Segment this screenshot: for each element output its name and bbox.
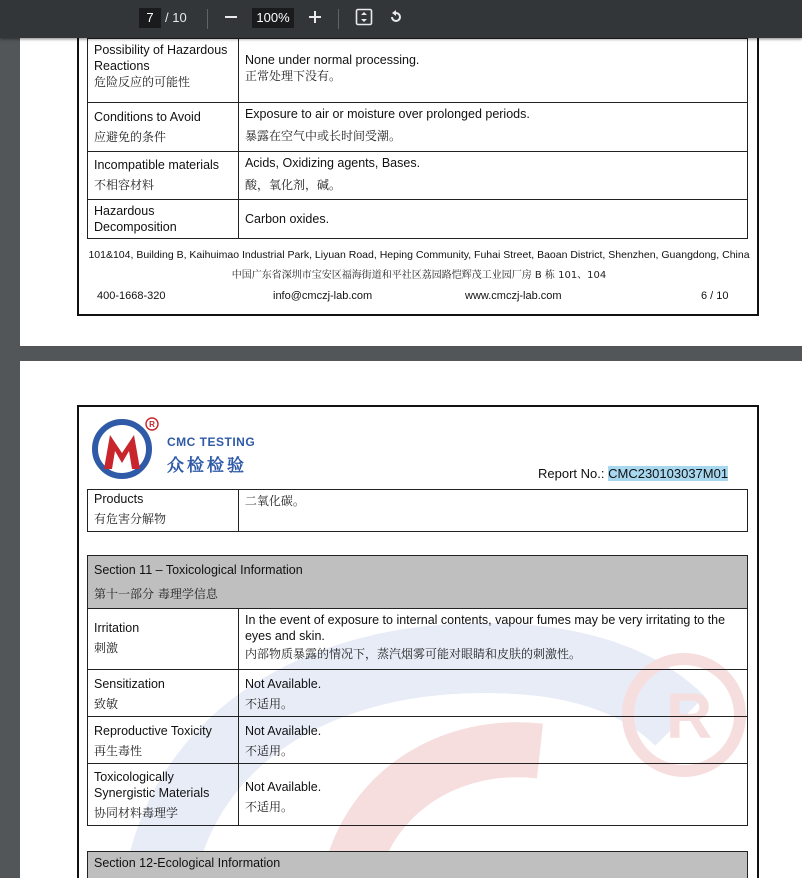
footer-phone: 400-1668-320 bbox=[97, 290, 166, 302]
row-value-en: Not Available. bbox=[244, 677, 322, 691]
table-row bbox=[88, 39, 748, 103]
row-value-en: Exposure to air or moisture over prolonged periods. bbox=[244, 107, 530, 121]
row-label-zh: 刺激 bbox=[94, 641, 119, 655]
row-label-en: Reproductive Toxicity bbox=[94, 724, 212, 738]
toolbar-divider bbox=[207, 9, 208, 29]
row-value-en: Carbon oxides. bbox=[244, 212, 330, 226]
page-total: / 10 bbox=[165, 10, 187, 25]
report-number-value[interactable]: CMC230103037M01 bbox=[608, 466, 729, 481]
row-value-zh: 二氧化碳。 bbox=[244, 494, 305, 508]
footer-page-number: 6 / 10 bbox=[701, 290, 729, 302]
row-label-en: Products bbox=[94, 492, 144, 506]
row-label-en: Hazardous Decomposition bbox=[94, 204, 177, 234]
table-row bbox=[88, 200, 748, 239]
row-label-en: Incompatible materials bbox=[94, 158, 220, 172]
pdf-toolbar bbox=[0, 0, 802, 38]
zoom-level-input[interactable]: 100% bbox=[252, 8, 294, 28]
row-label-zh: 有危害分解物 bbox=[94, 512, 167, 526]
report-number-label: Report No.: bbox=[538, 466, 605, 481]
row-value-en: In the event of exposure to internal contents, vapour fumes may be very irritating to the eyes and skin. bbox=[244, 613, 726, 643]
toolbar-divider bbox=[338, 9, 339, 29]
section-11-title-zh: 第十一部分 毒理学信息 bbox=[94, 587, 218, 601]
page-number-input[interactable]: 7 bbox=[139, 8, 161, 28]
row-value-zh: 不适用。 bbox=[244, 744, 293, 758]
footer-address-zh: 中国广东省深圳市宝安区福海街道和平社区荔园路恺辉茂工业园厂房 B 栋 101、104 bbox=[231, 270, 607, 281]
stability-table bbox=[87, 38, 748, 239]
zoom-in-icon[interactable] bbox=[305, 8, 325, 28]
row-value-zh: 酸，氧化剂，碱。 bbox=[244, 178, 341, 192]
svg-text:R: R bbox=[149, 420, 155, 429]
row-label-zh: 危险反应的可能性 bbox=[94, 75, 191, 89]
row-label-en: Toxicologically Synergistic Materials bbox=[94, 770, 210, 800]
table-row bbox=[88, 717, 748, 764]
row-label-en: Irritation bbox=[94, 621, 140, 635]
row-label-en: Possibility of Hazardous Reactions bbox=[94, 43, 228, 73]
rotate-icon[interactable] bbox=[386, 8, 406, 28]
row-value-zh: 内部物质暴露的情况下，蒸汽烟雾可能对眼睛和皮肤的刺激性。 bbox=[244, 647, 581, 661]
row-label-zh: 致敏 bbox=[94, 697, 119, 711]
footer-website: www.cmczj-lab.com bbox=[465, 290, 562, 302]
logo-text-en: CMC TESTING bbox=[167, 435, 256, 449]
table-row bbox=[88, 609, 748, 670]
row-value-en: Acids, Oxidizing agents, Bases. bbox=[244, 156, 421, 170]
table-row bbox=[88, 152, 748, 200]
table-row bbox=[88, 103, 748, 152]
table-row bbox=[88, 670, 748, 717]
row-value-zh: 暴露在空气中或长时间受潮。 bbox=[244, 129, 401, 143]
row-label-en: Sensitization bbox=[94, 677, 165, 691]
row-value-zh: 不适用。 bbox=[244, 697, 293, 711]
row-value-zh: 正常处理下没有。 bbox=[244, 69, 341, 83]
section-12-title-en: Section 12-Ecological Information bbox=[94, 856, 281, 870]
fit-page-icon[interactable] bbox=[354, 8, 374, 28]
pdf-page-7 bbox=[20, 361, 802, 878]
watermark-registered-icon: R bbox=[666, 680, 713, 752]
logo-text-zh: 众检检验 bbox=[167, 456, 247, 476]
toxicology-table bbox=[87, 555, 748, 826]
row-value-en: Not Available. bbox=[244, 780, 322, 794]
cmc-logo-icon bbox=[90, 413, 162, 479]
section-header-row bbox=[88, 556, 748, 609]
row-label-zh: 不相容材料 bbox=[94, 178, 155, 192]
row-value-en: None under normal processing. bbox=[244, 53, 420, 67]
pdf-page-6 bbox=[20, 0, 802, 346]
footer-address-en: 101&104, Building B, Kaihuimao Industrial Park, Liyuan Road, Heping Community, Fuhai Street, Baoan District, Shenzhen, Guangdong, China bbox=[88, 249, 750, 261]
row-value-en: Not Available. bbox=[244, 724, 322, 738]
products-table bbox=[87, 489, 748, 532]
table-row bbox=[88, 490, 748, 532]
row-value-zh: 不适用。 bbox=[244, 800, 293, 814]
footer-email: info@cmczj-lab.com bbox=[273, 290, 373, 302]
row-label-en: Conditions to Avoid bbox=[94, 110, 201, 124]
zoom-out-icon[interactable] bbox=[221, 8, 241, 28]
row-label-zh: 协同材料毒理学 bbox=[94, 806, 179, 820]
section-12-header bbox=[87, 851, 748, 878]
report-number-line bbox=[538, 466, 728, 481]
row-label-zh: 应避免的条件 bbox=[94, 130, 167, 144]
section-11-title-en: Section 11 – Toxicological Information bbox=[94, 563, 303, 577]
row-label-zh: 再生毒性 bbox=[94, 744, 143, 758]
table-row bbox=[88, 764, 748, 826]
